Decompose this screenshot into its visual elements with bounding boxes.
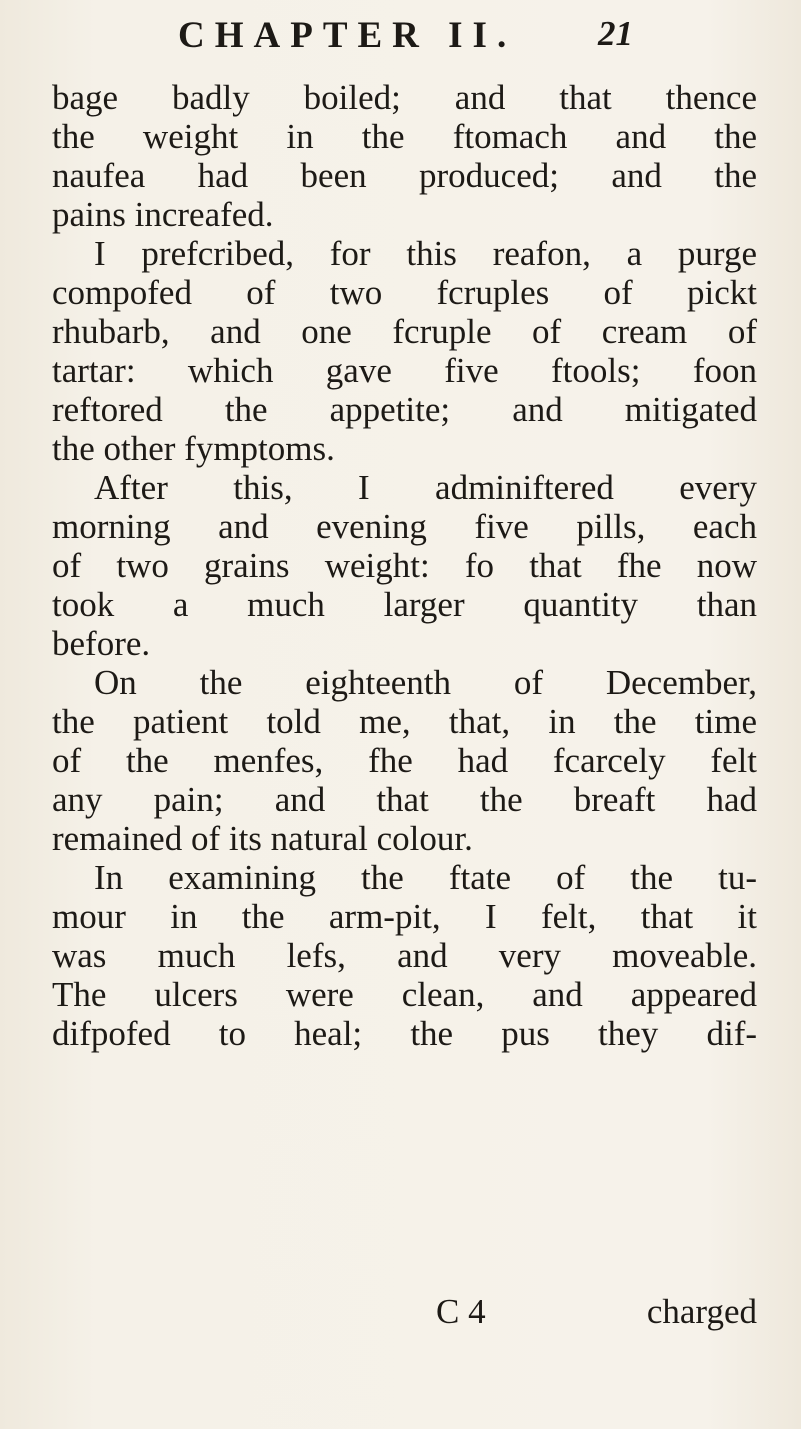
text-line: difpofed to heal; the pus they dif- xyxy=(52,1014,757,1053)
text-line: was much lefs, and very moveable. xyxy=(52,936,757,975)
text-line: After this, I adminiftered every xyxy=(94,468,757,507)
text-line: naufea had been produced; and the xyxy=(52,156,757,195)
text-line: the patient told me, that, in the time xyxy=(52,702,757,741)
text-line: bage badly boiled; and that thence xyxy=(52,78,757,117)
text-line: the weight in the ftomach and the xyxy=(52,117,757,156)
text-line: I prefcribed, for this reafon, a purge xyxy=(94,234,757,273)
text-line: reftored the appetite; and mitigated xyxy=(52,390,757,429)
text-line: On the eighteenth of December, xyxy=(94,663,757,702)
text-line: pains increafed. xyxy=(52,195,274,234)
text-line: took a much larger quantity than xyxy=(52,585,757,624)
text-line: The ulcers were clean, and appeared xyxy=(52,975,757,1014)
chapter-running-head: CHAPTER II. xyxy=(178,15,517,56)
text-line: before. xyxy=(52,624,151,663)
text-line: of two grains weight: fo that fhe now xyxy=(52,546,757,585)
text-line: any pain; and that the breaft had xyxy=(52,780,757,819)
catchword: charged xyxy=(646,1292,757,1331)
text-line: of the menfes, fhe had fcarcely felt xyxy=(52,741,757,780)
text-line: In examining the ftate of the tu- xyxy=(94,858,757,897)
text-line: compofed of two fcruples of pickt xyxy=(52,273,757,312)
body-text xyxy=(52,78,757,1053)
text-line: morning and evening five pills, each xyxy=(52,507,757,546)
text-line: mour in the arm-pit, I felt, that it xyxy=(52,897,757,936)
page-header xyxy=(178,14,698,70)
text-line: tartar: which gave five ftools; foon xyxy=(52,351,757,390)
page-number: 21 xyxy=(598,14,633,53)
text-line: the other fymptoms. xyxy=(52,429,335,468)
text-line: rhubarb, and one fcruple of cream of xyxy=(52,312,757,351)
signature-mark: C 4 xyxy=(436,1292,486,1331)
text-line: remained of its natural colour. xyxy=(52,819,473,858)
page-footer xyxy=(52,1292,757,1331)
